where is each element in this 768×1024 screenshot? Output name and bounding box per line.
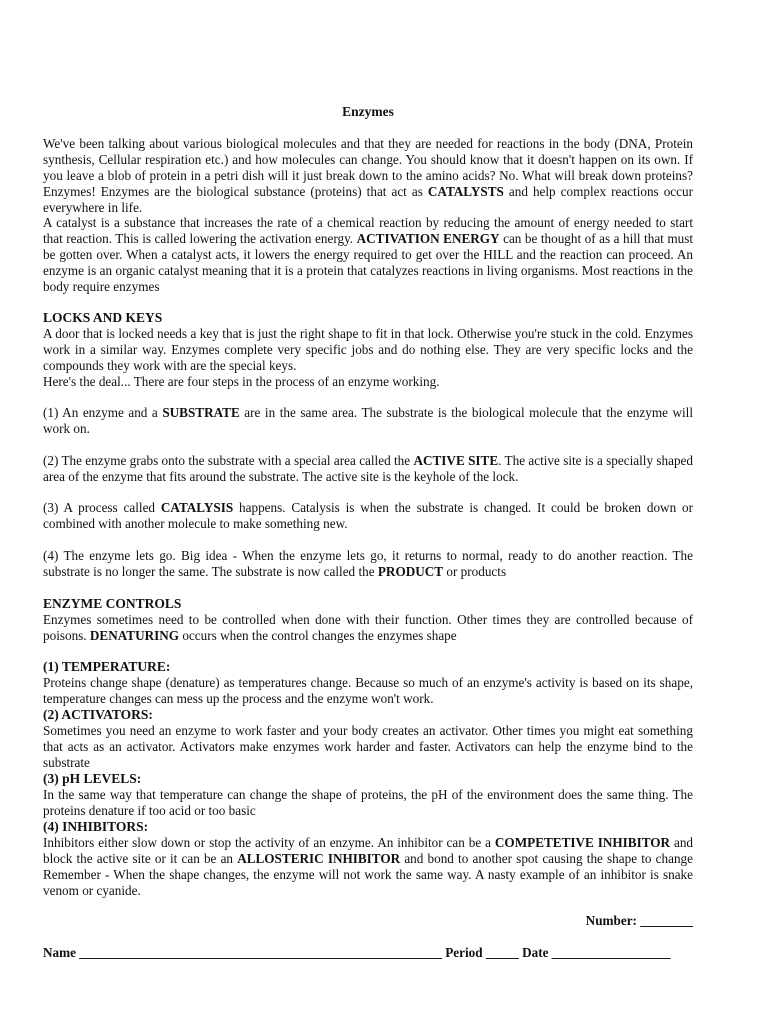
inhibitors-text-end: and bond to another spot causing the shape to change Remember - When the shape changes, the enzyme will not work the same way. A nasty example of an inhibitor is snake venom or cyanide. <box>43 851 694 898</box>
step-3-text-end: happens. Catalysis is when the substrate is changed. It could be broken down or combined with another molecule to make something new. <box>43 500 694 531</box>
active-site-term: ACTIVE SITE <box>413 453 499 468</box>
number-field[interactable]: Number: ________ <box>585 913 693 928</box>
catalysis-term: CATALYSIS <box>160 500 234 515</box>
catalyst-text: A catalyst is a substance that increases the rate of a chemical reaction by reducing the amount of energy needed to start that reaction. This is called lowering the activation energy. <box>43 215 693 246</box>
step-1 <box>43 405 693 437</box>
catalysts-term: CATALYSTS <box>427 184 504 199</box>
controls-heading: ENZYME CONTROLS <box>43 596 182 611</box>
step-3 <box>43 500 693 532</box>
product-term: PRODUCT <box>377 564 444 579</box>
steps-intro: Here's the deal... There are four steps in the process of an enzyme working. <box>43 374 440 389</box>
locks-paragraph: A door that is locked needs a key that is just the right shape to fit in that lock. Otherwise you're stuck in the cold. Enzymes work in a similar way. Enzymes complete very specific jobs and do nothing else. They are very specific locks and the compounds they work with are the special keys. <box>43 326 693 373</box>
catalyst-text-end: can be thought of as a hill that must be gotten over. When a catalyst acts, it lowers the energy required to get over the HILL and the reaction can proceed. An enzyme is an organic catalyst meaning that it is a protein that catalyzes reactions in living organisms. Most reactions in the body require enzymes <box>43 231 693 294</box>
controls-text-end: occurs when the control changes the enzymes shape <box>179 628 457 643</box>
step-4-text-end: or products <box>443 564 507 579</box>
inhibitors-heading: (4) INHIBITORS: <box>43 819 149 834</box>
controls-text: Enzymes sometimes need to be controlled when done with their function. Other times they are controlled because of poisons. <box>43 612 693 643</box>
inhibitors-text: Inhibitors either slow down or stop the activity of an enzyme. An inhibitor can be a <box>43 835 495 850</box>
activators-heading: (2) ACTIVATORS: <box>43 707 153 722</box>
step-1-text: (1) An enzyme and a <box>43 405 163 420</box>
controls-paragraph <box>43 612 693 644</box>
intro-paragraph-2 <box>43 215 693 295</box>
activation-energy-term: ACTIVATION ENERGY <box>356 231 500 246</box>
ph-levels-paragraph: In the same way that temperature can change the shape of proteins, the pH of the environment does the same thing. The proteins denature if too acid or too basic <box>43 787 693 818</box>
allosteric-inhibitor-term: ALLOSTERIC INHIBITOR <box>237 851 401 866</box>
intro-text-end: and help complex reactions occur everywhere in life. <box>43 184 693 215</box>
inhibitors-paragraph <box>43 835 693 899</box>
substrate-term: SUBSTRATE <box>162 405 240 420</box>
step-4-text: (4) The enzyme lets go. Big idea - When the enzyme lets go, it returns to normal, ready to do another reaction. The substrate is no longer the same. The substrate is now called the <box>43 548 693 579</box>
locks-heading: LOCKS AND KEYS <box>43 310 163 325</box>
activators-paragraph: Sometimes you need an enzyme to work faster and your body creates an activator. Other times you might eat something that acts as an activator. Activators make enzymes work harder and faster. Activators can help the enzyme bind to the substrate <box>43 723 693 770</box>
competitive-inhibitor-term: COMPETETIVE INHIBITOR <box>494 835 671 850</box>
temperature-paragraph: Proteins change shape (denature) as temperatures change. Because so much of an enzyme's activity is based on its shape, temperature changes can mess up the process and the enzyme won't work. <box>43 675 693 706</box>
step-1-text-end: are in the same area. The substrate is the biological molecule that the enzyme will work on. <box>43 405 693 436</box>
intro-text: We've been talking about various biological molecules and that they are needed for reactions in the body (DNA, Protein synthesis, Cellular respiration etc.) and how molecules can change. You should know that it doesn't happen on its own. If you leave a blob of protein in a petri dish will it just break down to the amino acids? No. What will break down proteins? Enzymes! Enzymes are the biological substance (proteins) that act as <box>43 136 693 199</box>
page-title: Enzymes <box>342 104 394 119</box>
step-2-text-end: . The active site is a specially shaped area of the enzyme that fits around the substrate. The active site is the keyhole of the lock. <box>43 453 693 484</box>
step-2 <box>43 453 693 485</box>
temperature-heading: (1) TEMPERATURE: <box>43 659 171 674</box>
step-3-text: (3) A process called <box>43 500 161 515</box>
inhibitors-text-mid: and block the active site or it can be an <box>43 835 694 866</box>
name-period-date-line[interactable]: Name _______________________________________________________ Period _____ Date __________________ <box>43 945 671 960</box>
ph-levels-heading: (3) pH LEVELS: <box>43 771 142 786</box>
step-4 <box>43 548 693 580</box>
step-2-text: (2) The enzyme grabs onto the substrate with a special area called the <box>43 453 414 468</box>
denaturing-term: DENATURING <box>89 628 180 643</box>
intro-paragraph-1 <box>43 136 693 216</box>
